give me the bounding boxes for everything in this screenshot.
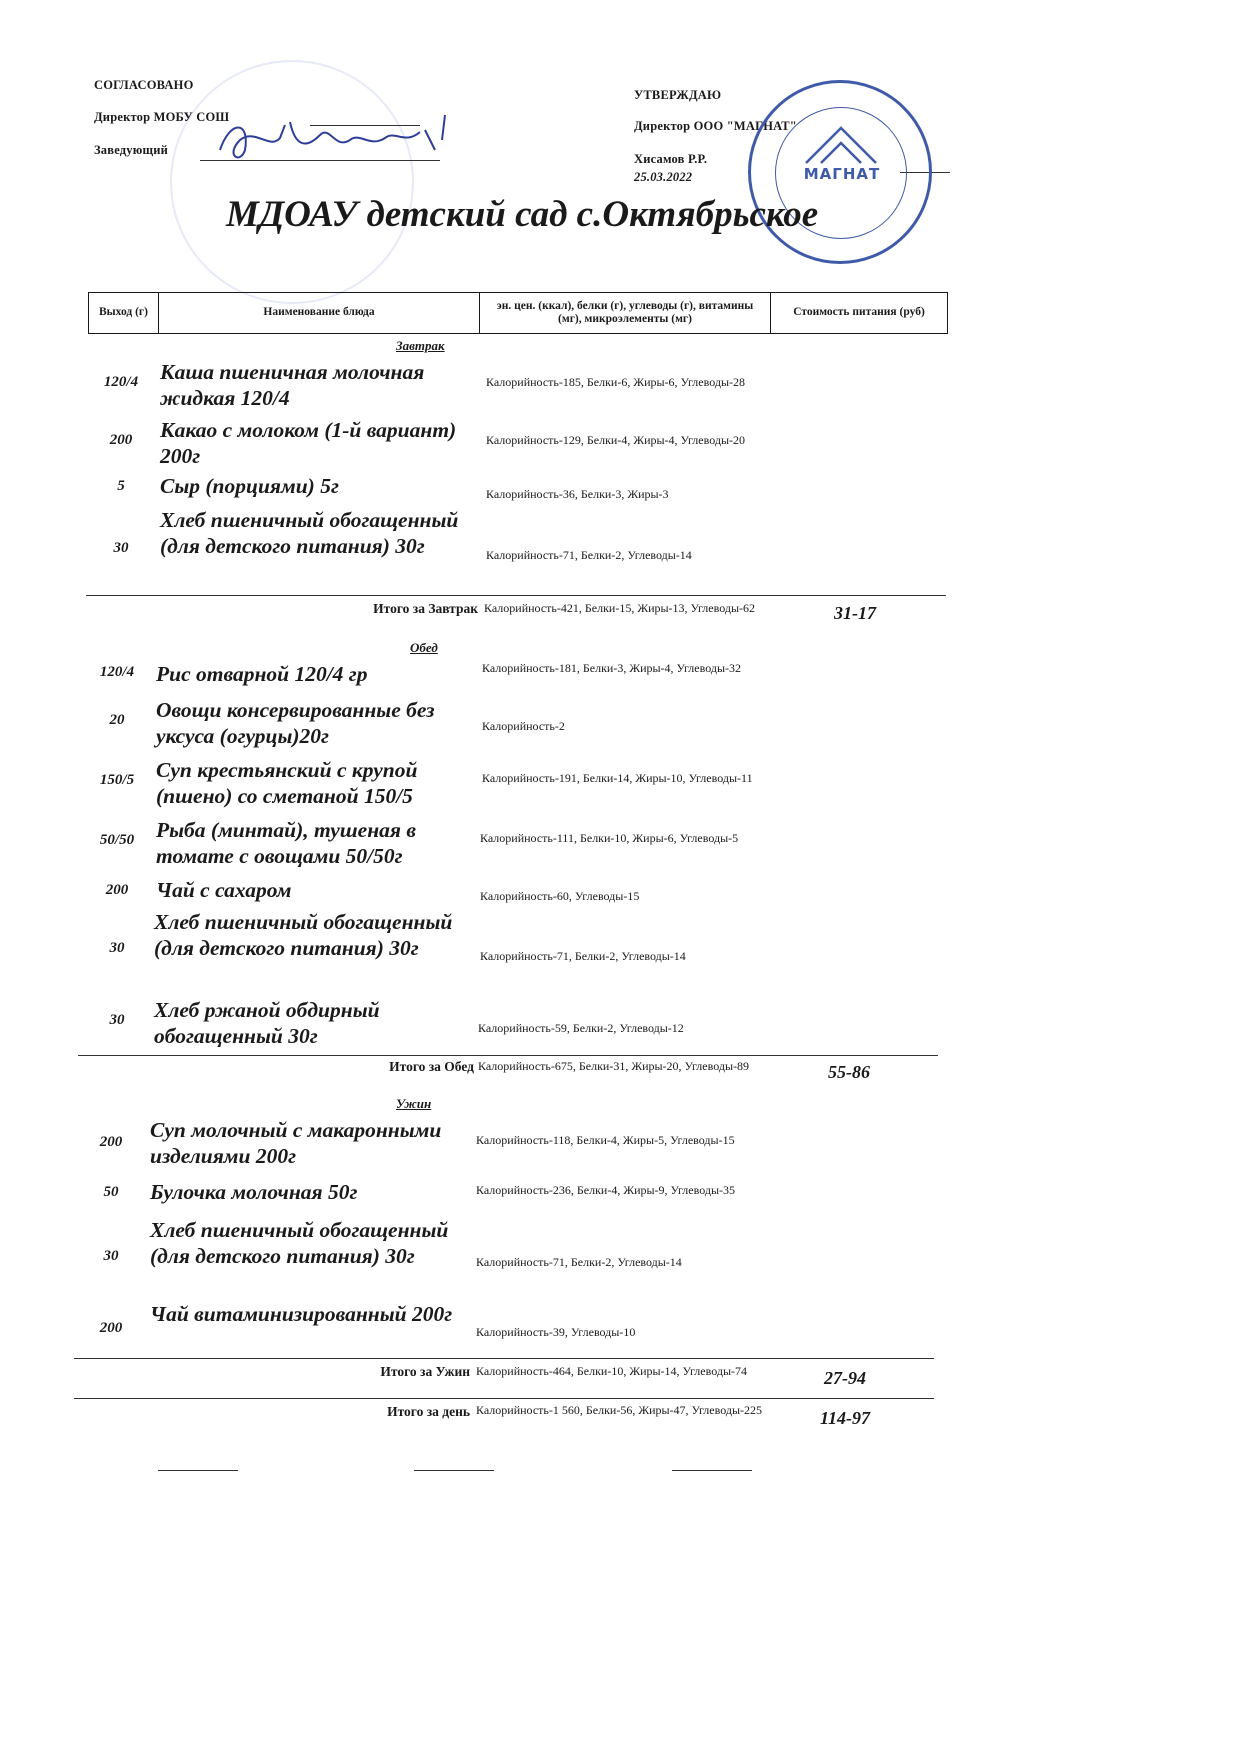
item-qty: 200 — [105, 882, 129, 898]
section-title-dinner: Ужин — [396, 1096, 432, 1111]
item-name: Рис отварной 120/4 гр — [156, 662, 368, 686]
total-label-day: Итого за день — [387, 1404, 470, 1419]
total-info-dinner: Калорийность-464, Белки-10, Жиры-14, Углеводы-74 — [476, 1364, 748, 1378]
item-info: Калорийность-129, Белки-4, Жиры-4, Углеводы-20 — [486, 433, 746, 447]
item-qty: 30 — [113, 540, 129, 556]
divider — [86, 595, 946, 596]
item-qty: 50/50 — [99, 832, 135, 848]
item-qty: 50 — [103, 1184, 119, 1200]
item-name: Хлеб пшеничный обогащенный (для детского питания) 30г — [160, 508, 459, 558]
item-qty: 120/4 — [103, 374, 139, 390]
item-qty: 120/4 — [99, 664, 135, 680]
divider — [74, 1398, 934, 1399]
item-name: Суп крестьянский с крупой (пшено) со сметаной 150/5 — [156, 758, 418, 808]
item-name: Булочка молочная 50г — [150, 1180, 358, 1204]
total-info-lunch: Калорийность-675, Белки-31, Жиры-20, Углеводы-89 — [478, 1059, 750, 1073]
bottom-line-2 — [414, 1470, 494, 1471]
page-title: МДОАУ детский сад с.Октябрьское — [226, 194, 819, 235]
column-header-nutrition: эн. цен. (ккал), белки (г), углеводы (г), витамины (мг), микроэлементы (мг) — [479, 292, 771, 334]
total-cost-dinner: 27-94 — [824, 1368, 866, 1388]
item-info: Калорийность-39, Углеводы-10 — [476, 1325, 636, 1339]
item-name: Рыба (минтай), тушеная в томате с овощами 50/50г — [156, 818, 416, 868]
item-info: Калорийность-71, Белки-2, Углеводы-14 — [480, 949, 686, 963]
item-name: Чай витаминизированный 200г — [150, 1302, 453, 1326]
section-title-lunch: Обед — [410, 640, 438, 655]
item-info: Калорийность-36, Белки-3, Жиры-3 — [486, 487, 669, 501]
item-info: Калорийность-71, Белки-2, Углеводы-14 — [486, 548, 692, 562]
item-info: Калорийность-60, Углеводы-15 — [480, 889, 640, 903]
item-info: Калорийность-118, Белки-4, Жиры-5, Углеводы-15 — [476, 1133, 735, 1147]
item-name: Суп молочный с макаронными изделиями 200г — [150, 1118, 442, 1168]
column-header-output: Выход (г) — [88, 292, 159, 334]
director-school-label: Директор МОБУ СОШ — [94, 110, 230, 124]
item-name: Овощи консервированные без уксуса (огурцы)20г — [156, 698, 435, 748]
item-name: Сыр (порциями) 5г — [160, 474, 339, 498]
item-qty: 30 — [109, 940, 125, 956]
item-name: Хлеб пшеничный обогащенный (для детского питания) 30г — [150, 1218, 449, 1268]
item-info: Калорийность-191, Белки-14, Жиры-10, Углеводы-11 — [482, 771, 753, 785]
mountain-icon — [801, 123, 881, 168]
item-name: Хлеб ржаной обдирный обогащенный 30г — [154, 998, 380, 1048]
item-info: Калорийность-185, Белки-6, Жиры-6, Углеводы-28 — [486, 375, 746, 389]
total-cost-breakfast: 31-17 — [834, 603, 876, 623]
total-label-lunch: Итого за Обед — [389, 1059, 474, 1074]
approver-name: Хисамов Р.Р. — [634, 152, 708, 166]
bottom-line-3 — [672, 1470, 752, 1471]
item-qty: 5 — [117, 478, 125, 494]
item-qty: 150/5 — [99, 772, 135, 788]
item-qty: 30 — [103, 1248, 119, 1264]
item-name: Чай с сахаром — [156, 878, 292, 902]
item-info: Калорийность-181, Белки-3, Жиры-4, Углеводы-32 — [482, 661, 742, 675]
approve-date: 25.03.2022 — [634, 170, 693, 184]
column-header-cost: Стоимость питания (руб) — [770, 292, 948, 334]
item-name: Каша пшеничная молочная жидкая 120/4 — [160, 360, 425, 410]
item-info: Калорийность-236, Белки-4, Жиры-9, Углеводы-35 — [476, 1183, 736, 1197]
bottom-line-1 — [158, 1470, 238, 1471]
director-company-label: Директор ООО "МАГНАТ" — [634, 119, 797, 133]
item-info: Калорийность-71, Белки-2, Углеводы-14 — [476, 1255, 682, 1269]
section-title-breakfast: Завтрак — [396, 338, 445, 353]
total-cost-lunch: 55-86 — [828, 1062, 870, 1082]
total-cost-day: 114-97 — [819, 1408, 870, 1428]
item-qty: 20 — [109, 712, 125, 728]
item-name: Хлеб пшеничный обогащенный (для детского питания) 30г — [154, 910, 453, 960]
item-info: Калорийность-111, Белки-10, Жиры-6, Углеводы-5 — [480, 831, 739, 845]
approve-label: УТВЕРЖДАЮ — [634, 88, 722, 102]
total-label-dinner: Итого за Ужин — [380, 1364, 470, 1379]
column-header-name: Наименование блюда — [158, 292, 480, 334]
item-qty: 200 — [109, 432, 133, 448]
head-label: Заведующий — [94, 143, 169, 157]
item-qty: 200 — [99, 1320, 123, 1336]
item-name: Какао с молоком (1-й вариант) 200г — [160, 418, 457, 468]
item-qty: 200 — [99, 1134, 123, 1150]
stamp-text: МАГНАТ — [803, 165, 881, 183]
divider — [78, 1055, 938, 1056]
total-label-breakfast: Итого за Завтрак — [373, 601, 478, 616]
divider — [74, 1358, 934, 1359]
item-info: Калорийность-59, Белки-2, Углеводы-12 — [478, 1021, 684, 1035]
total-info-breakfast: Калорийность-421, Белки-15, Жиры-13, Углеводы-62 — [484, 601, 756, 615]
company-stamp — [748, 80, 932, 264]
signature-icon — [210, 110, 470, 170]
faint-stamp-outline — [170, 60, 414, 304]
item-qty: 30 — [109, 1012, 125, 1028]
total-info-day: Калорийность-1 560, Белки-56, Жиры-47, Углеводы-225 — [476, 1403, 763, 1417]
agreed-label: СОГЛАСОВАНО — [94, 78, 194, 92]
item-info: Калорийность-2 — [482, 719, 565, 733]
